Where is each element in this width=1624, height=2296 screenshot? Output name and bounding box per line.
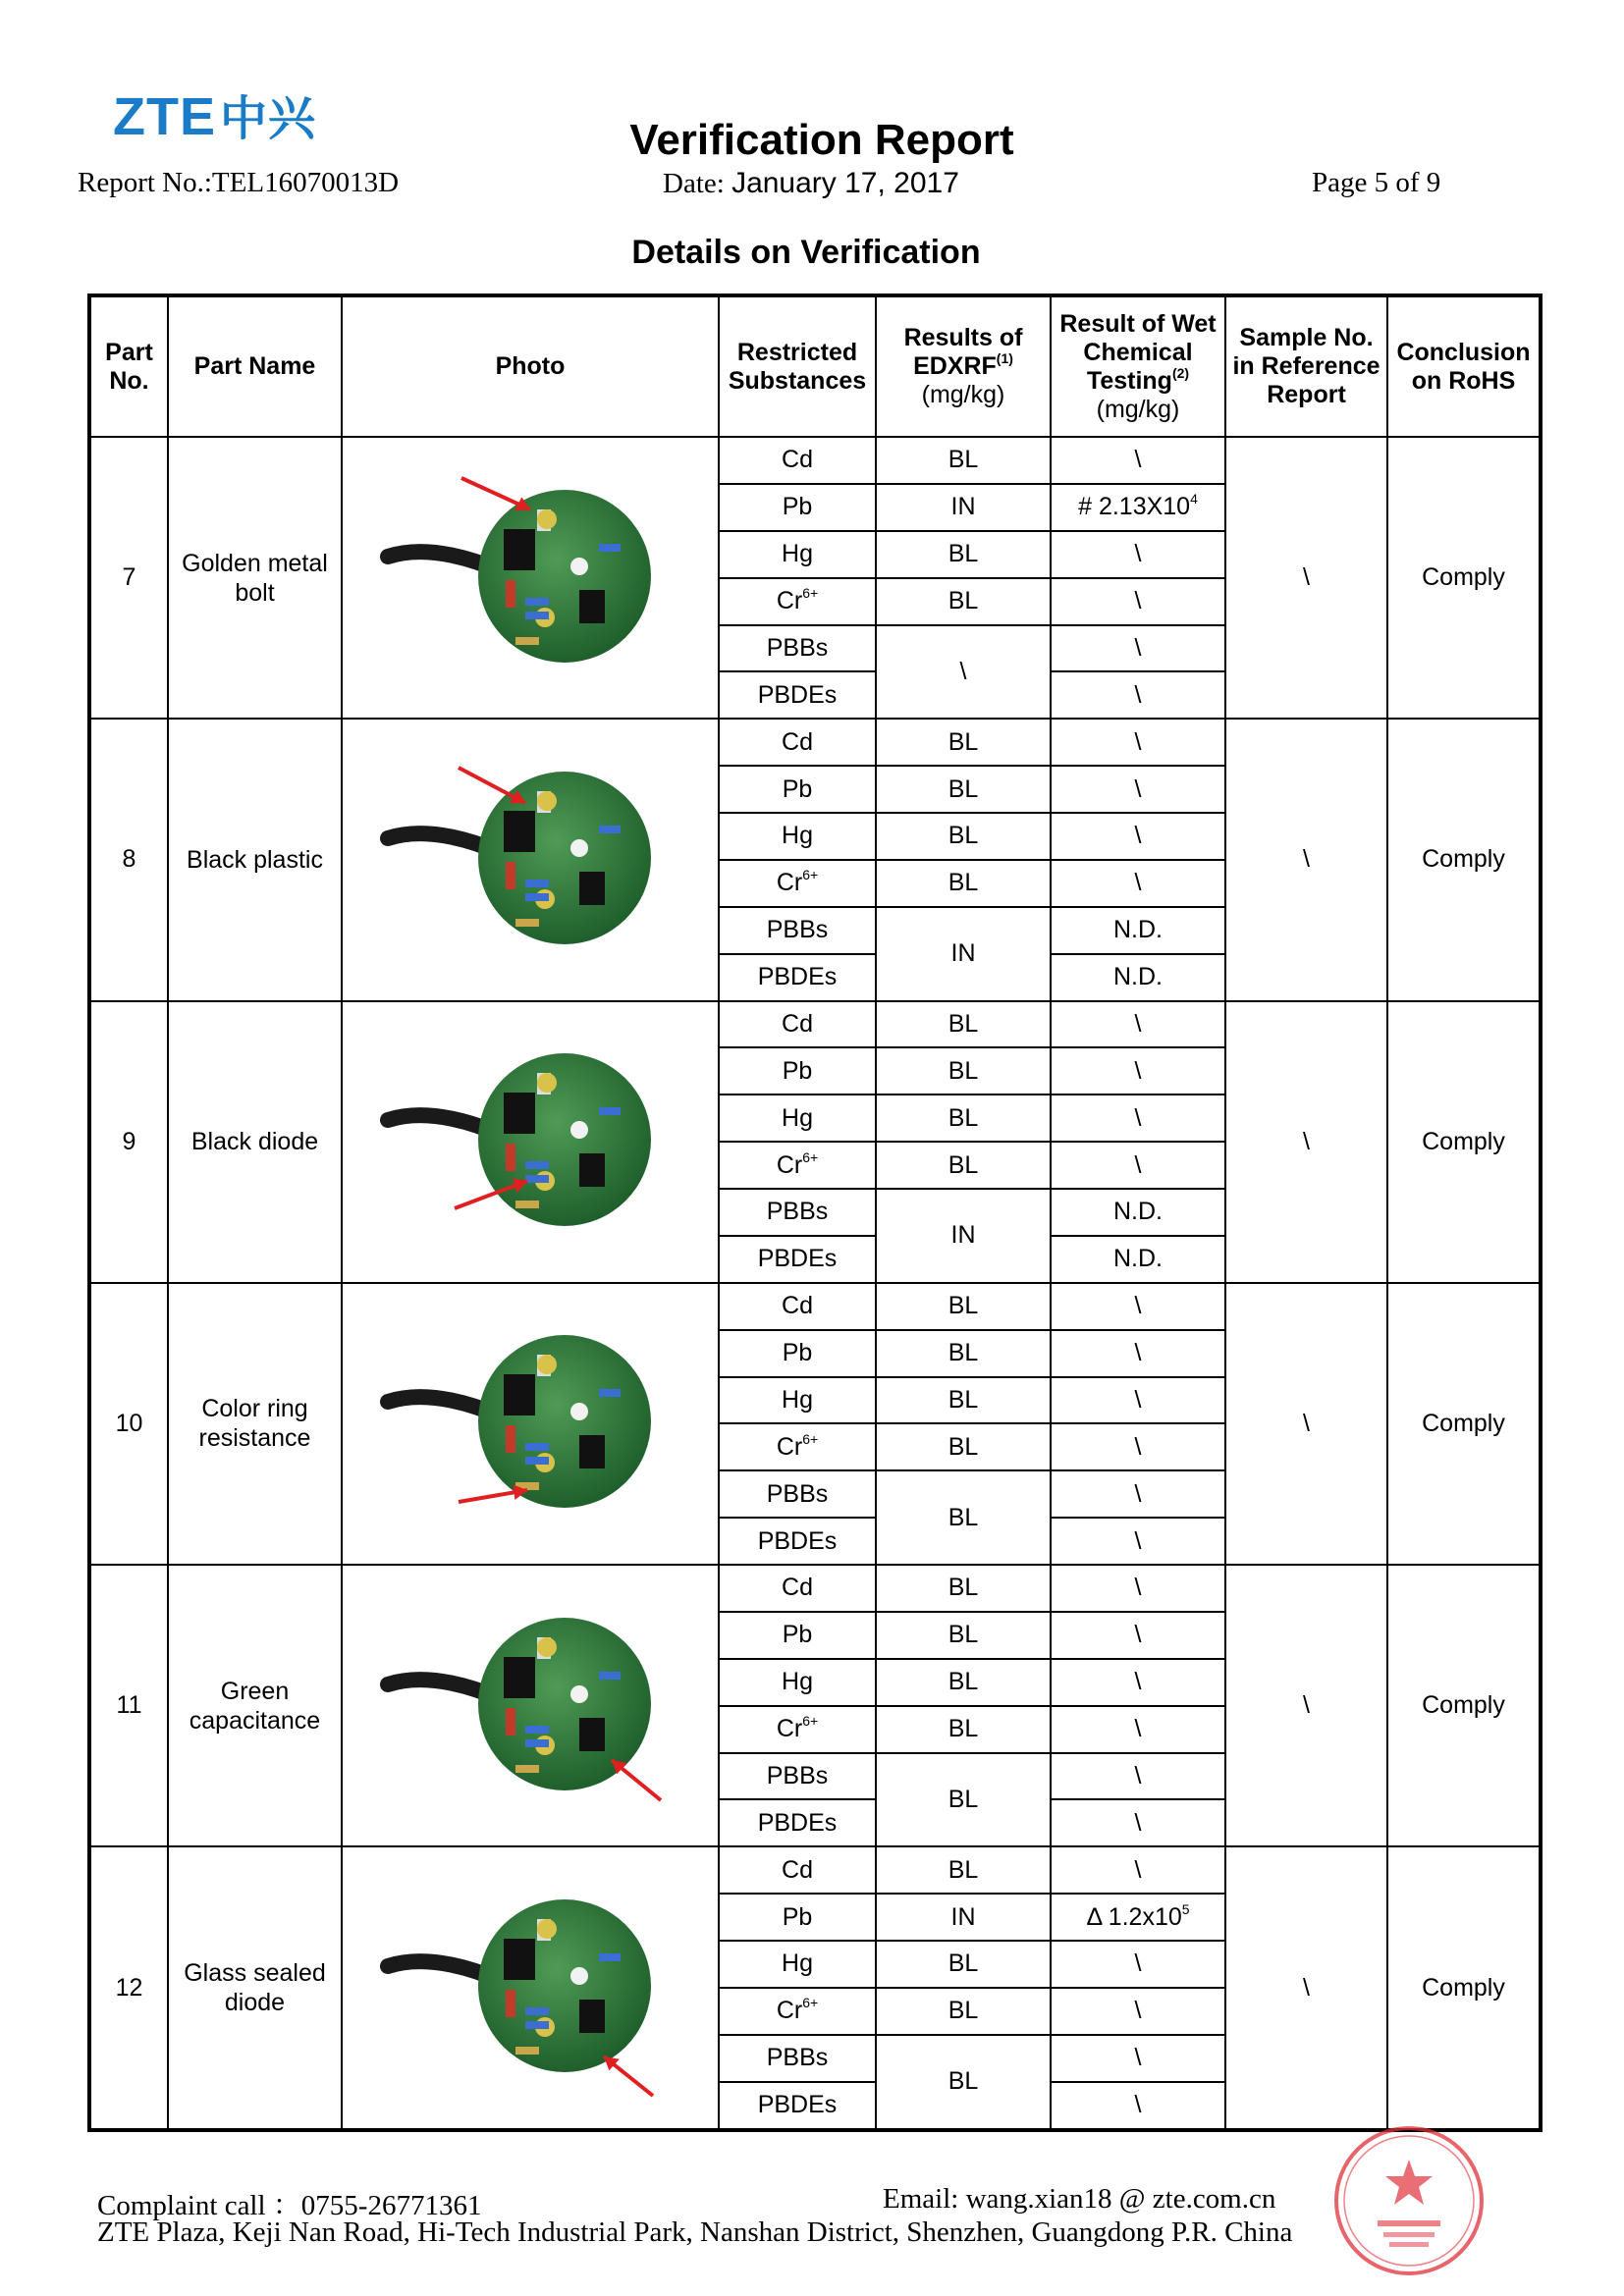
date-label: Date: <box>663 168 725 199</box>
wet-chem-cell: \ <box>1051 1612 1225 1659</box>
part-no: 10 <box>89 1283 168 1565</box>
edxrf-cell: BL <box>876 1612 1051 1659</box>
wet-chem-cell: \ <box>1051 860 1225 907</box>
substance-cell: $Cr^{6+}$ <box>719 1988 876 2035</box>
header-part-no: Part No. <box>89 295 168 437</box>
conclusion-cell: Comply <box>1387 437 1541 719</box>
edxrf-cell: BL <box>876 1565 1051 1612</box>
part-no: 7 <box>89 437 168 719</box>
substance-cell: $Cr^{6+}$ <box>719 1142 876 1189</box>
wet-chem-cell: Δ $1.2x10^5$ <box>1051 1894 1225 1941</box>
footer-address: ZTE Plaza, Keji Nan Road, Hi-Tech Industrial Park, Nanshan District, Shenzhen, Guangdong P.R. China <box>97 2216 1293 2248</box>
part-no: 11 <box>89 1565 168 1846</box>
wet-chem-cell: \ <box>1051 671 1225 719</box>
report-date <box>663 167 959 200</box>
logo-text: ZTE <box>113 87 216 146</box>
header-edxrf: Results of EDXRF$^{(1)}$ (mg/kg) <box>876 295 1051 437</box>
header-sample-no: Sample No. in Reference Report <box>1225 295 1387 437</box>
conclusion-cell: Comply <box>1387 1846 1541 2130</box>
substance-cell: $Cr^{6+}$ <box>719 860 876 907</box>
conclusion-cell: Comply <box>1387 1565 1541 1846</box>
edxrf-cell: BL <box>876 1846 1051 1894</box>
substance-cell: Pb <box>719 1612 876 1659</box>
substance-cell: Hg <box>719 1659 876 1706</box>
edxrf-cell: IN <box>876 1894 1051 1941</box>
edxrf-cell: BL <box>876 578 1051 625</box>
wet-chem-cell: \ <box>1051 766 1225 813</box>
wet-chem-cell: \ <box>1051 1659 1225 1706</box>
part-name: Color ring resistance <box>168 1283 342 1565</box>
part-photo <box>342 1565 719 1846</box>
edxrf-cell: \ <box>876 625 1051 720</box>
table-header-row <box>89 295 1541 437</box>
logo-cn-text: 中兴 <box>220 93 317 145</box>
substance-cell: Pb <box>719 1047 876 1095</box>
report-number: Report No.:TEL16070013D <box>78 167 400 198</box>
substance-cell: Pb <box>719 484 876 531</box>
wet-chem-cell: \ <box>1051 813 1225 860</box>
wet-chem-cell: N.D. <box>1051 1236 1225 1283</box>
substance-cell: Cd <box>719 1001 876 1048</box>
substance-cell: Hg <box>719 1095 876 1142</box>
edxrf-cell: IN <box>876 484 1051 531</box>
wet-chem-cell: \ <box>1051 437 1225 484</box>
wet-chem-cell: \ <box>1051 1095 1225 1142</box>
edxrf-cell: BL <box>876 1377 1051 1424</box>
wet-chem-cell: \ <box>1051 1941 1225 1988</box>
substance-cell: PBDEs <box>719 1236 876 1283</box>
edxrf-cell: IN <box>876 1189 1051 1283</box>
header-conclusion: Conclusion on RoHS <box>1387 295 1541 437</box>
wet-chem-cell: \ <box>1051 1283 1225 1330</box>
wet-chem-cell: \ <box>1051 1377 1225 1424</box>
substance-cell: PBDEs <box>719 1518 876 1565</box>
substance-cell: Pb <box>719 766 876 813</box>
wet-chem-cell: \ <box>1051 531 1225 578</box>
substance-cell: PBBs <box>719 2035 876 2082</box>
part-photo <box>342 1283 719 1565</box>
part-no: 12 <box>89 1846 168 2130</box>
date-value: January 17, 2017 <box>731 167 959 199</box>
edxrf-cell: BL <box>876 1706 1051 1753</box>
part-name: Black diode <box>168 1001 342 1283</box>
wet-chem-cell: \ <box>1051 1799 1225 1846</box>
part-name: Green capacitance <box>168 1565 342 1846</box>
part-photo <box>342 437 719 719</box>
table-row <box>89 1846 1541 1894</box>
section-title: Details on Verification <box>631 234 981 271</box>
circuit-board-photo-icon <box>368 1296 692 1551</box>
substance-cell: Pb <box>719 1330 876 1377</box>
table-row <box>89 719 1541 766</box>
wet-chem-cell: \ <box>1051 2035 1225 2082</box>
wet-chem-cell: \ <box>1051 1142 1225 1189</box>
substance-cell: PBDEs <box>719 2082 876 2130</box>
substance-cell: $Cr^{6+}$ <box>719 1706 876 1753</box>
conclusion-cell: Comply <box>1387 719 1541 1000</box>
sample-no-cell: \ <box>1225 719 1387 1000</box>
edxrf-cell: BL <box>876 813 1051 860</box>
header-part-name: Part Name <box>168 295 342 437</box>
edxrf-cell: BL <box>876 860 1051 907</box>
wet-chem-cell: \ <box>1051 1470 1225 1518</box>
circuit-board-photo-icon <box>368 1860 692 2115</box>
wet-chem-cell: N.D. <box>1051 954 1225 1001</box>
wet-chem-cell: N.D. <box>1051 1189 1225 1236</box>
sample-no-cell: \ <box>1225 437 1387 719</box>
substance-cell: $Cr^{6+}$ <box>719 578 876 625</box>
substance-cell: Hg <box>719 1941 876 1988</box>
edxrf-cell: BL <box>876 1753 1051 1847</box>
edxrf-cell: BL <box>876 1470 1051 1565</box>
substance-cell: PBDEs <box>719 954 876 1001</box>
circuit-board-photo-icon <box>368 1578 692 1834</box>
part-name: Glass sealed diode <box>168 1846 342 2130</box>
sample-no-cell: \ <box>1225 1001 1387 1283</box>
part-no: 9 <box>89 1001 168 1283</box>
wet-chem-cell: \ <box>1051 1846 1225 1894</box>
wet-chem-cell: \ <box>1051 1518 1225 1565</box>
part-no: 8 <box>89 719 168 1000</box>
wet-chem-cell: \ <box>1051 2082 1225 2130</box>
edxrf-cell: BL <box>876 1142 1051 1189</box>
substance-cell: PBDEs <box>719 671 876 719</box>
wet-chem-cell: \ <box>1051 1047 1225 1095</box>
edxrf-cell: BL <box>876 1283 1051 1330</box>
substance-cell: Cd <box>719 1846 876 1894</box>
wet-chem-cell: \ <box>1051 1001 1225 1048</box>
substance-cell: Cd <box>719 719 876 766</box>
edxrf-cell: BL <box>876 2035 1051 2130</box>
substance-cell: $Cr^{6+}$ <box>719 1423 876 1470</box>
sample-no-cell: \ <box>1225 1846 1387 2130</box>
edxrf-cell: BL <box>876 1659 1051 1706</box>
edxrf-cell: BL <box>876 766 1051 813</box>
edxrf-cell: BL <box>876 1001 1051 1048</box>
part-photo <box>342 1846 719 2130</box>
edxrf-cell: BL <box>876 437 1051 484</box>
circuit-board-photo-icon <box>368 732 692 988</box>
substance-cell: Cd <box>719 1283 876 1330</box>
substance-cell: Hg <box>719 813 876 860</box>
wet-chem-cell: \ <box>1051 1330 1225 1377</box>
edxrf-cell: IN <box>876 907 1051 1001</box>
header-restricted-substances: Restricted Substances <box>719 295 876 437</box>
table-row <box>89 1001 1541 1048</box>
sample-no-cell: \ <box>1225 1565 1387 1846</box>
company-seal <box>1330 2122 1488 2284</box>
wet-chem-cell: \ <box>1051 1988 1225 2035</box>
page-number: Page 5 of 9 <box>1312 167 1441 198</box>
verification-table <box>87 294 1543 2132</box>
footer-email: Email: wang.xian18 @ zte.com.cn <box>883 2183 1276 2215</box>
sample-no-cell: \ <box>1225 1283 1387 1565</box>
wet-chem-cell: \ <box>1051 1753 1225 1800</box>
substance-cell: Cd <box>719 437 876 484</box>
substance-cell: PBDEs <box>719 1799 876 1846</box>
part-name: Golden metal bolt <box>168 437 342 719</box>
wet-chem-cell: # $2.13X10^4$ <box>1051 484 1225 531</box>
substance-cell: PBBs <box>719 1753 876 1800</box>
edxrf-cell: BL <box>876 1941 1051 1988</box>
edxrf-cell: BL <box>876 1988 1051 2035</box>
conclusion-cell: Comply <box>1387 1001 1541 1283</box>
wet-chem-cell: \ <box>1051 625 1225 672</box>
table-row <box>89 1283 1541 1330</box>
substance-cell: PBBs <box>719 1470 876 1518</box>
part-photo <box>342 719 719 1000</box>
table-row <box>89 437 1541 484</box>
part-photo <box>342 1001 719 1283</box>
edxrf-cell: BL <box>876 1330 1051 1377</box>
wet-chem-cell: \ <box>1051 578 1225 625</box>
page-title: Verification Report <box>629 116 1014 164</box>
substance-cell: PBBs <box>719 1189 876 1236</box>
edxrf-cell: BL <box>876 531 1051 578</box>
table-row <box>89 1565 1541 1612</box>
edxrf-cell: BL <box>876 719 1051 766</box>
circuit-board-photo-icon <box>368 1014 692 1269</box>
wet-chem-cell: \ <box>1051 1706 1225 1753</box>
edxrf-cell: BL <box>876 1095 1051 1142</box>
wet-chem-cell: \ <box>1051 1423 1225 1470</box>
edxrf-cell: BL <box>876 1047 1051 1095</box>
circuit-board-photo-icon <box>368 451 692 706</box>
substance-cell: Hg <box>719 1377 876 1424</box>
substance-cell: PBBs <box>719 625 876 672</box>
substance-cell: PBBs <box>719 907 876 954</box>
wet-chem-cell: \ <box>1051 719 1225 766</box>
conclusion-cell: Comply <box>1387 1283 1541 1565</box>
part-name: Black plastic <box>168 719 342 1000</box>
footer-complaint: Complaint call ：0755-26771361 <box>97 2190 482 2221</box>
substance-cell: Pb <box>719 1894 876 1941</box>
header-wet-chemical: Result of Wet Chemical Testing$^{(2)}$ (mg/kg) <box>1051 295 1225 437</box>
header-photo: Photo <box>342 295 719 437</box>
substance-cell: Cd <box>719 1565 876 1612</box>
edxrf-cell: BL <box>876 1423 1051 1470</box>
wet-chem-cell: N.D. <box>1051 907 1225 954</box>
substance-cell: Hg <box>719 531 876 578</box>
wet-chem-cell: \ <box>1051 1565 1225 1612</box>
